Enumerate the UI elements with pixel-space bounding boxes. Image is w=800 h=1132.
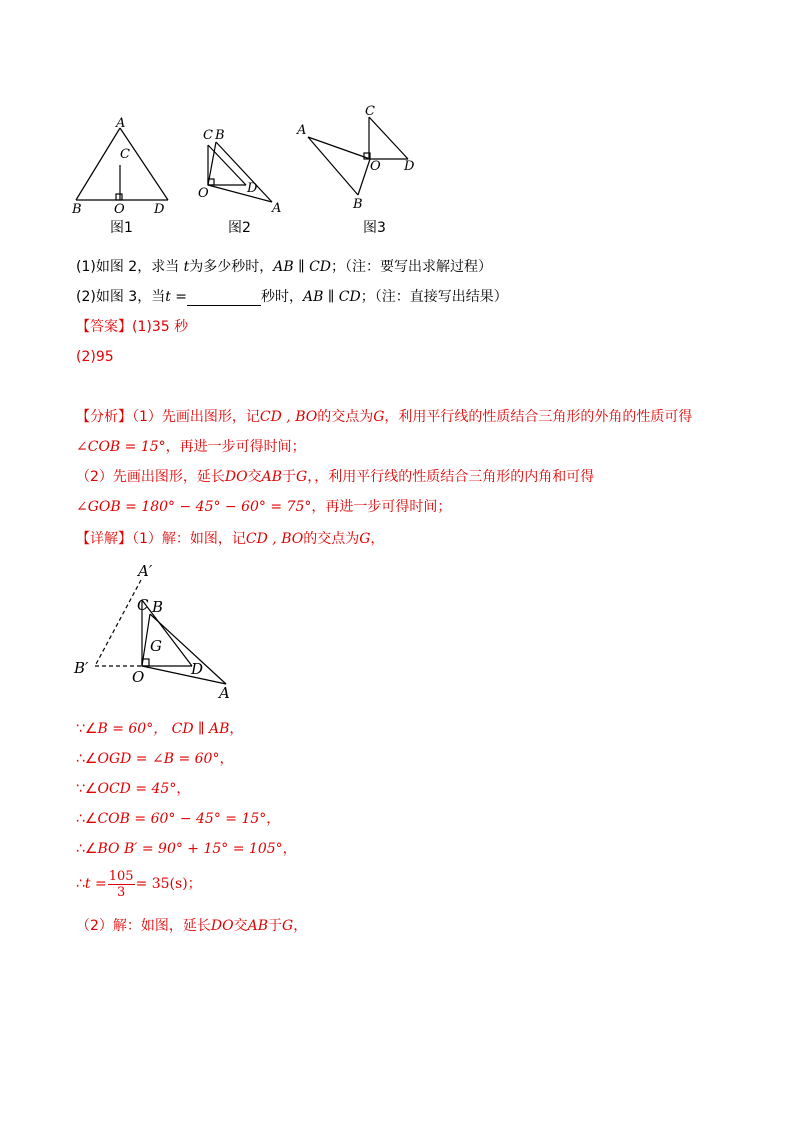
step-punct: ， — [282, 841, 297, 857]
detail-figure — [68, 558, 248, 703]
analysis-text: ，再进一步可得时间； — [165, 439, 306, 455]
step-punct: ； — [187, 876, 202, 892]
question-1 — [76, 258, 492, 276]
analysis-text: 交 — [247, 469, 262, 485]
detail-text: （1）解：如图，记 — [132, 531, 246, 547]
part2-text: 于 — [268, 918, 283, 934]
detail-math: G — [359, 531, 371, 547]
q1-var-t: t — [183, 259, 190, 275]
solution-step-1 — [76, 720, 243, 738]
step-symbol: ∴∠ — [76, 751, 98, 767]
q2-number: (2) — [76, 289, 96, 305]
fig2-label-D: D — [247, 181, 258, 196]
analysis-math: G — [373, 409, 385, 425]
q1-number: (1) — [76, 259, 96, 275]
fig3-label-D: D — [404, 159, 415, 174]
solution-step-6 — [76, 868, 202, 900]
detail-label-A-prime: A′ — [138, 562, 153, 580]
question-2 — [76, 288, 508, 306]
q2-note: ；（注：直接写出结果） — [360, 289, 508, 305]
answer-line-2 — [76, 348, 114, 366]
detail-label-G: G — [150, 637, 162, 655]
answer-1: (1)35 秒 — [132, 319, 189, 335]
part2-text: 交 — [233, 918, 248, 934]
q2-answer-blank — [187, 291, 261, 306]
analysis-text: ，利用平行线的性质结合三角形的外角的性质可得 — [384, 409, 693, 425]
fig2-label-B: B — [215, 128, 225, 143]
analysis-line-3 — [76, 468, 594, 486]
q2-condition: AB ∥ CD — [303, 289, 361, 305]
step-symbol: ∵∠ — [76, 721, 98, 737]
step-math: t = — [84, 876, 107, 892]
step-math: OGD = ∠B = 60° — [97, 751, 220, 767]
q2-equals: = — [170, 289, 188, 305]
answer-tag: 【答案】 — [76, 319, 132, 335]
fig2-caption: 图2 — [228, 220, 251, 236]
q2-text-2: 秒时， — [261, 289, 304, 305]
analysis-math: ∠COB = 15° — [76, 439, 166, 455]
detail-label-B-prime: B′ — [74, 659, 89, 677]
solution-step-2 — [76, 750, 233, 768]
step-math: COB = 60° − 45° = 15° — [97, 811, 267, 827]
figure-1 — [76, 128, 168, 200]
detail-label-C: C — [137, 596, 149, 614]
analysis-text: ，，利用平行线的性质结合三角形的内角和可得 — [307, 469, 595, 485]
fig3-label-A: A — [297, 123, 307, 138]
solution-step-3 — [76, 780, 190, 798]
fig2-label-O: O — [198, 186, 209, 201]
step-punct: ， — [229, 721, 244, 737]
fig1-label-C: C — [120, 147, 130, 162]
step-symbol: ∴∠ — [76, 841, 98, 857]
step-symbol: ∵∠ — [76, 781, 98, 797]
analysis-text: （1）先画出图形，记 — [132, 409, 260, 425]
step-punct: ， — [176, 781, 191, 797]
part2-math: G — [282, 918, 294, 934]
q2-text: 如图 3，当 — [95, 289, 166, 305]
analysis-tag: 【分析】 — [76, 409, 132, 425]
q1-condition: AB ∥ CD — [273, 259, 331, 275]
detail-tag: 【详解】 — [76, 531, 132, 547]
step-math: = 35(s) — [135, 876, 188, 892]
step-math: B = 60°， CD ∥ AB — [97, 721, 230, 737]
fig1-label-A: A — [116, 116, 126, 131]
fig1-label-B: B — [72, 202, 82, 217]
fig1-label-O: O — [114, 202, 125, 217]
fig2-label-C: C — [203, 128, 213, 143]
figure-2 — [208, 142, 272, 202]
detail-text: ， — [370, 531, 385, 547]
detail-text: 的交点为 — [303, 531, 360, 547]
analysis-text: ，再进一步可得时间； — [311, 499, 452, 515]
solution-step-5 — [76, 840, 297, 858]
part2-math: DO — [210, 918, 234, 934]
detail-label-B: B — [152, 598, 164, 616]
answer-line-1 — [76, 318, 188, 336]
fig1-label-D: D — [154, 202, 165, 217]
fig3-label-B: B — [353, 197, 363, 212]
q2-var-t: t — [165, 289, 171, 305]
part2-text: （2）解：如图，延长 — [76, 918, 211, 934]
analysis-text: 的交点为 — [317, 409, 374, 425]
fraction-105-over-3 — [108, 869, 135, 900]
q1-text-2: 为多少秒时， — [189, 259, 274, 275]
solution-part-2 — [76, 917, 307, 935]
fraction-numerator: 105 — [108, 868, 134, 884]
figures-row — [60, 95, 430, 245]
fraction-denominator: 3 — [117, 884, 126, 900]
step-math: BO B′ = 90° + 15° = 105° — [97, 841, 283, 857]
fig2-label-A: A — [272, 201, 282, 216]
fig3-label-O: O — [370, 159, 381, 174]
fig1-caption: 图1 — [110, 220, 133, 236]
analysis-line-4 — [76, 498, 451, 516]
analysis-text: （2）先画出图形，延长 — [76, 469, 225, 485]
analysis-text: 于 — [282, 469, 297, 485]
figure-3 — [308, 117, 408, 195]
fig3-label-C: C — [365, 104, 375, 119]
fig3-caption: 图3 — [363, 220, 386, 236]
answer-2: (2)95 — [76, 349, 114, 365]
part2-math: AB — [247, 918, 269, 934]
analysis-math: DO — [224, 469, 248, 485]
step-symbol: ∴ — [76, 876, 85, 892]
q1-note: ；（注：要写出求解过程） — [331, 259, 492, 275]
analysis-line-2 — [76, 438, 306, 456]
solution-step-4 — [76, 810, 280, 828]
detail-label-A: A — [219, 684, 230, 702]
part2-text: ， — [293, 918, 308, 934]
analysis-math: ∠GOB = 180° − 45° − 60° = 75° — [76, 499, 312, 515]
detail-line-1 — [76, 530, 384, 548]
step-punct: ， — [219, 751, 234, 767]
step-symbol: ∴∠ — [76, 811, 98, 827]
step-punct: ， — [266, 811, 281, 827]
analysis-line-1 — [76, 408, 692, 426]
q1-text: 如图 2，求当 — [95, 259, 180, 275]
detail-math: CD , BO — [245, 531, 304, 547]
analysis-math: G — [296, 469, 308, 485]
analysis-math: CD , BO — [259, 409, 318, 425]
analysis-math: AB — [261, 469, 283, 485]
detail-label-O: O — [132, 668, 145, 686]
step-math: OCD = 45° — [97, 781, 177, 797]
detail-label-D: D — [191, 660, 204, 678]
